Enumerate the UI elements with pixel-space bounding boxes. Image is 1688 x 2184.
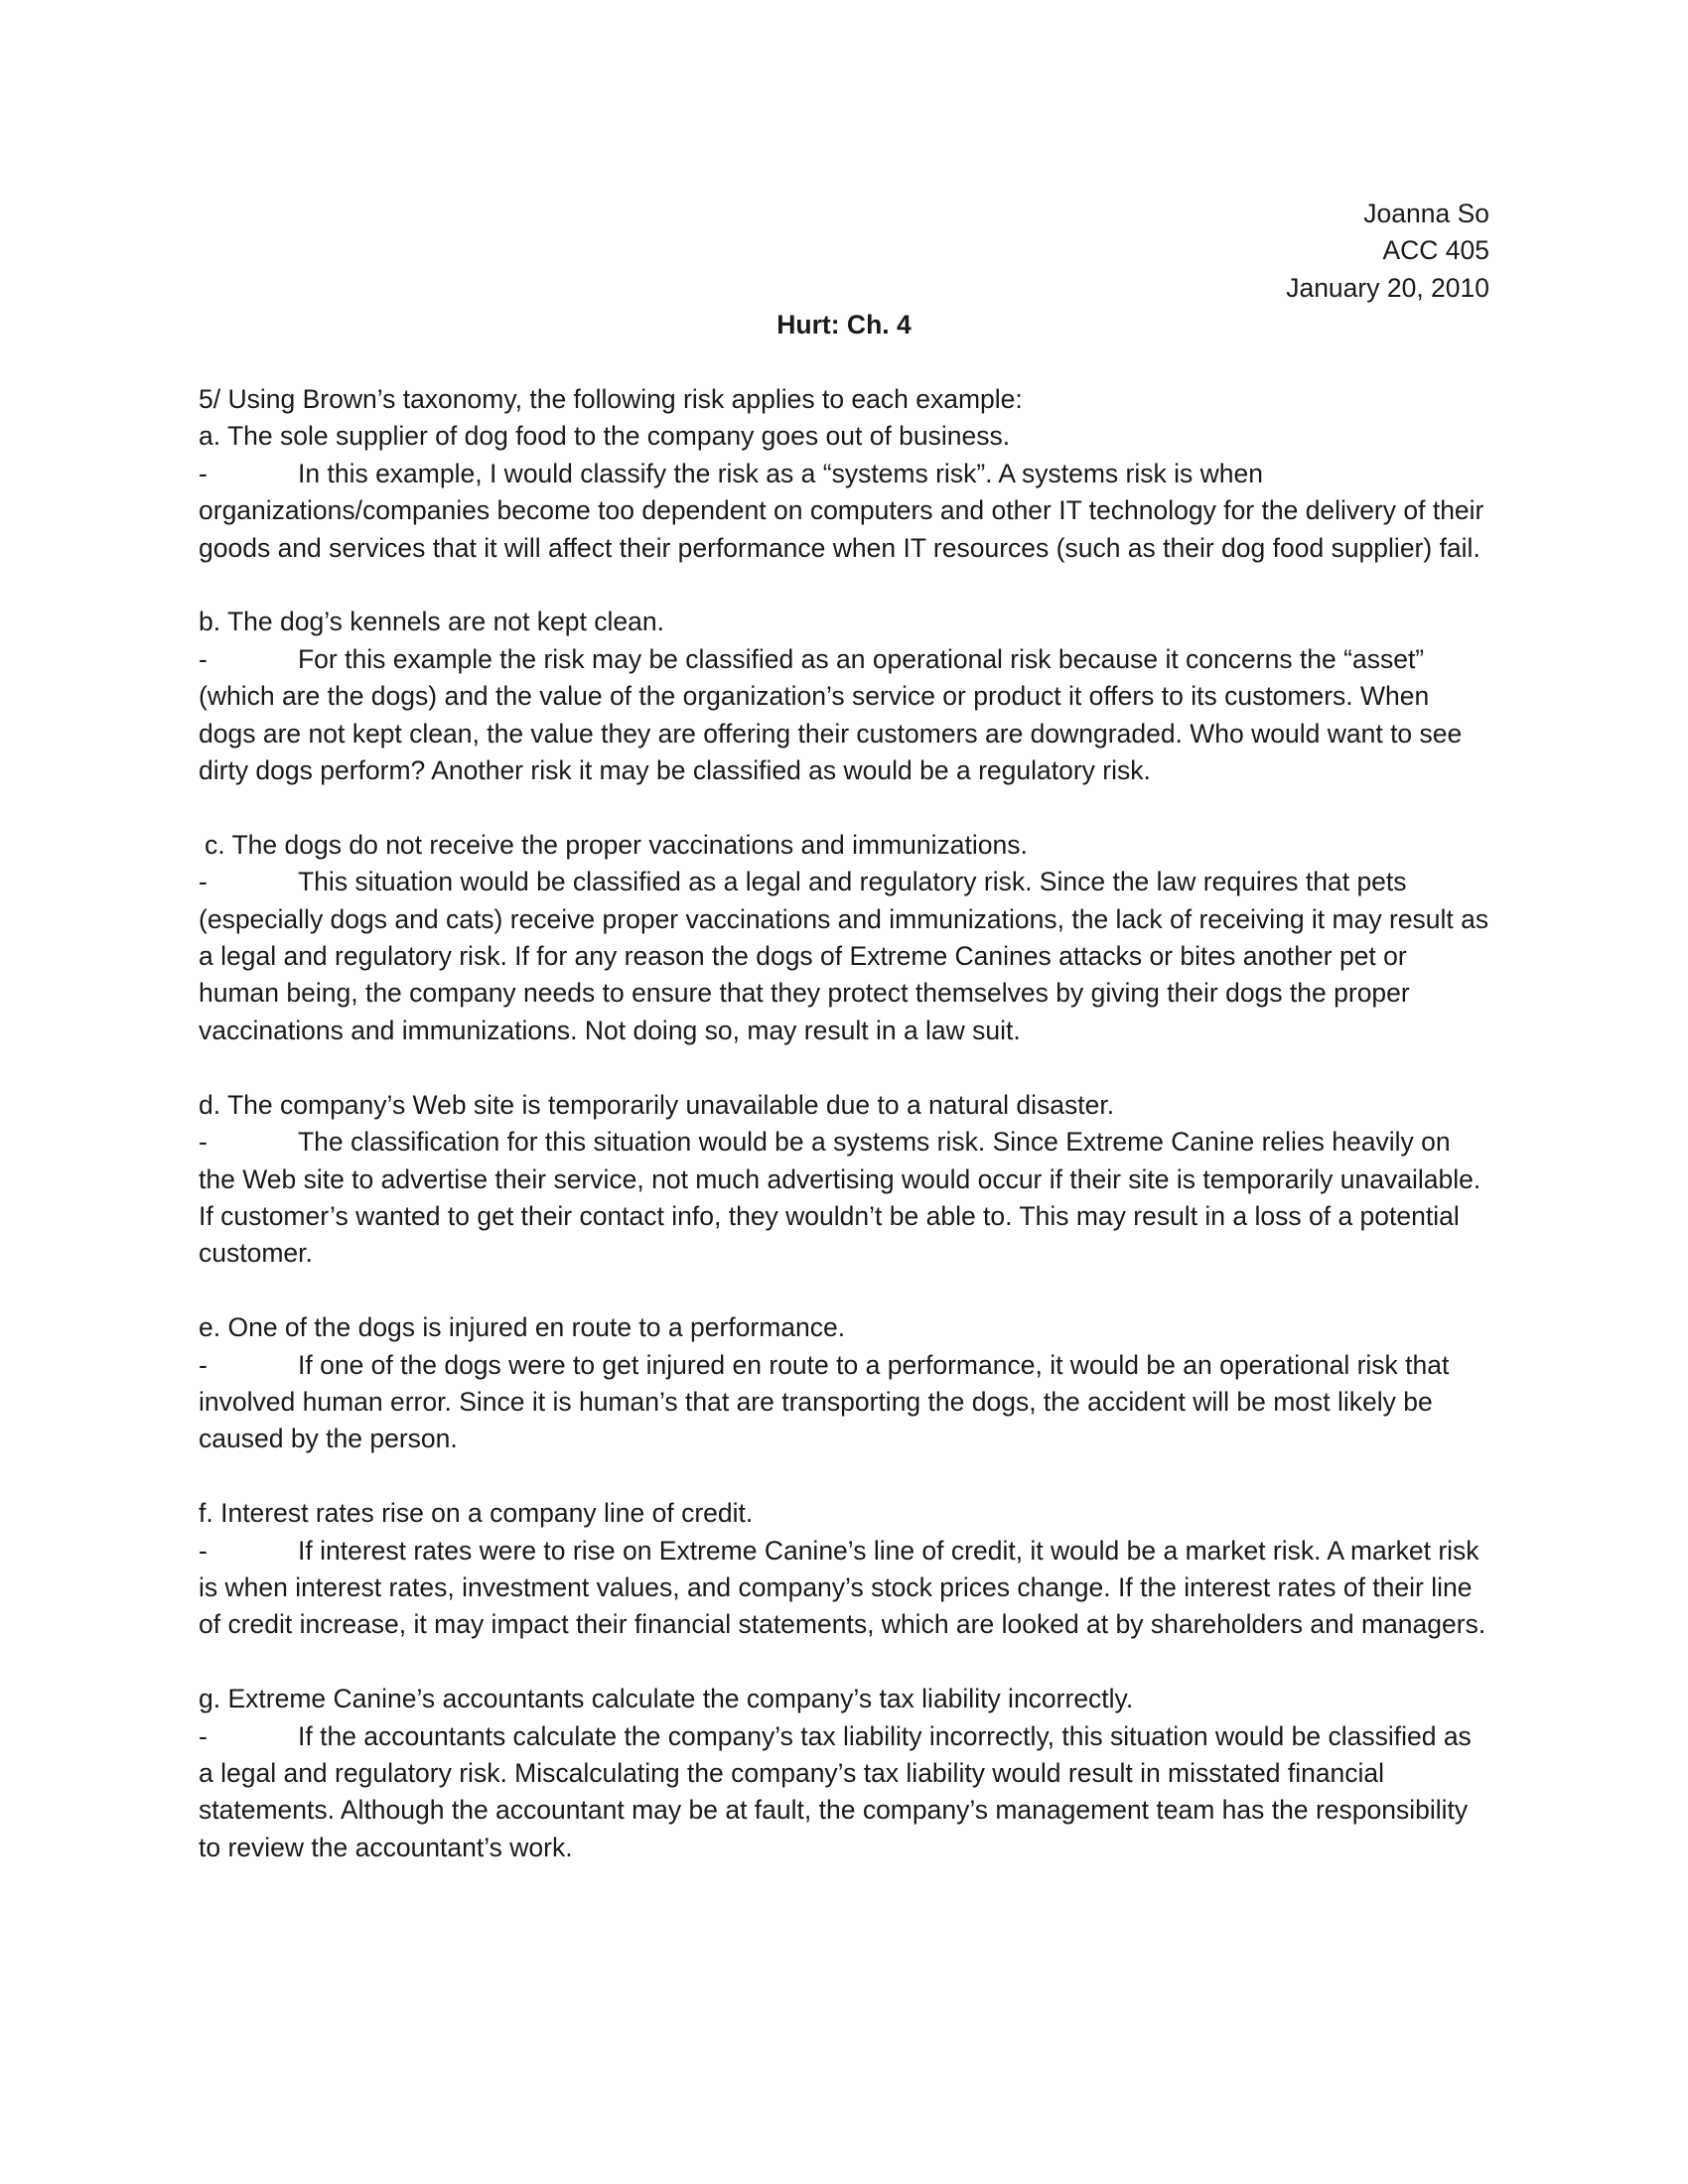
author-name: Joanna So: [1363, 199, 1489, 228]
item-answer-d: [199, 1124, 1489, 1273]
document-date: January 20, 2010: [1286, 272, 1489, 303]
dash-bullet: -: [199, 1720, 208, 1751]
item-answer-a: [199, 456, 1489, 567]
spacer: [199, 789, 1489, 826]
spacer: [199, 1273, 1489, 1309]
dash-bullet: -: [199, 1535, 208, 1566]
item-question-c: c. The dogs do not receive the proper vaccinations and immunizations.: [205, 829, 1028, 860]
intro-text: 5/ Using Brown’s taxonomy, the following risk applies to each example:: [199, 384, 1023, 415]
document-page: [199, 196, 1489, 1866]
item-answer-c: [199, 864, 1489, 1049]
dash-bullet: -: [199, 1349, 208, 1380]
answer-text: If the accountants calculate the company’s tax liability incorrectly, this situation would be classified as a legal and regulatory risk. Miscalculating the company’s tax liability would result in misstated financial statements. Although the accountant may be at fault, the company’s management team has the responsibility to review the accountant’s work.: [199, 1720, 1472, 1862]
item-answer-f: [199, 1533, 1489, 1644]
item-question-a: a. The sole supplier of dog food to the company goes out of business.: [199, 421, 1011, 452]
answer-text: In this example, I would classify the risk as a “systems risk”. A systems risk is when organizations/companies become too dependent on computers and other IT technology for the delivery of their goods and services that it will affect their performance when IT resources (such as their dog food supplier) fail.: [199, 458, 1484, 563]
answer-text: This situation would be classified as a legal and regulatory risk. Since the law requires that pets (especially dogs and cats) receive proper vaccinations and immunizations, the lack of receiving it may result as a legal and regulatory risk. If for any reason the dogs of Extreme Canines attacks or bites another pet or human being, the company needs to ensure that they protect themselves by giving their dogs the proper vaccinations and immunizations. Not doing so, may result in a law suit.: [199, 867, 1489, 1045]
course-code: ACC 405: [1382, 235, 1489, 266]
item-answer-b: [199, 641, 1489, 790]
spacer: [199, 344, 1489, 381]
dash-bullet: -: [199, 643, 208, 674]
dash-bullet: -: [199, 1127, 208, 1158]
document-title: Hurt: Ch. 4: [776, 310, 912, 341]
item-answer-e: [199, 1347, 1489, 1458]
dash-bullet: -: [199, 458, 208, 488]
dash-bullet: -: [199, 867, 208, 897]
item-answer-g: [199, 1718, 1489, 1867]
spacer: [199, 1049, 1489, 1086]
answer-text: The classification for this situation would be a systems risk. Since Extreme Canine relies heavily on the Web site to advertise their service, not much advertising would occur if their site is temporarily unavailable. If customer’s wanted to get their contact info, they wouldn’t be able to. This may result in a loss of a potential customer.: [199, 1127, 1481, 1269]
spacer: [199, 1644, 1489, 1681]
item-question-d: d. The company’s Web site is temporarily unavailable due to a natural disaster.: [199, 1089, 1115, 1120]
answer-text: If interest rates were to rise on Extreme Canine’s line of credit, it would be a market risk. A market risk is when interest rates, investment values, and company’s stock prices change. If the interest rates of their line of credit increase, it may impact their financial statements, which are looked at by shareholders and managers.: [199, 1535, 1486, 1640]
header-block: [199, 196, 1489, 307]
item-question-e: e. One of the dogs is injured en route to a performance.: [199, 1312, 846, 1343]
item-question-b: b. The dog’s kennels are not kept clean.: [199, 607, 664, 637]
answer-text: If one of the dogs were to get injured en route to a performance, it would be an operational risk that involved human error. Since it is human’s that are transporting the dogs, the accident will be most likely be caused by the person.: [199, 1349, 1450, 1454]
spacer: [199, 567, 1489, 604]
item-question-f: f. Interest rates rise on a company line of credit.: [199, 1498, 754, 1529]
answer-text: For this example the risk may be classified as an operational risk because it concerns the “asset” (which are the dogs) and the value of the organization’s service or product it offers to its customers. When dogs are not kept clean, the value they are offering their customers are downgraded. Who would want to see dirty dogs perform? Another risk it may be classified as would be a regulatory risk.: [199, 643, 1463, 786]
item-question-g: g. Extreme Canine’s accountants calculate the company’s tax liability incorrectly.: [199, 1684, 1134, 1714]
spacer: [199, 1458, 1489, 1495]
